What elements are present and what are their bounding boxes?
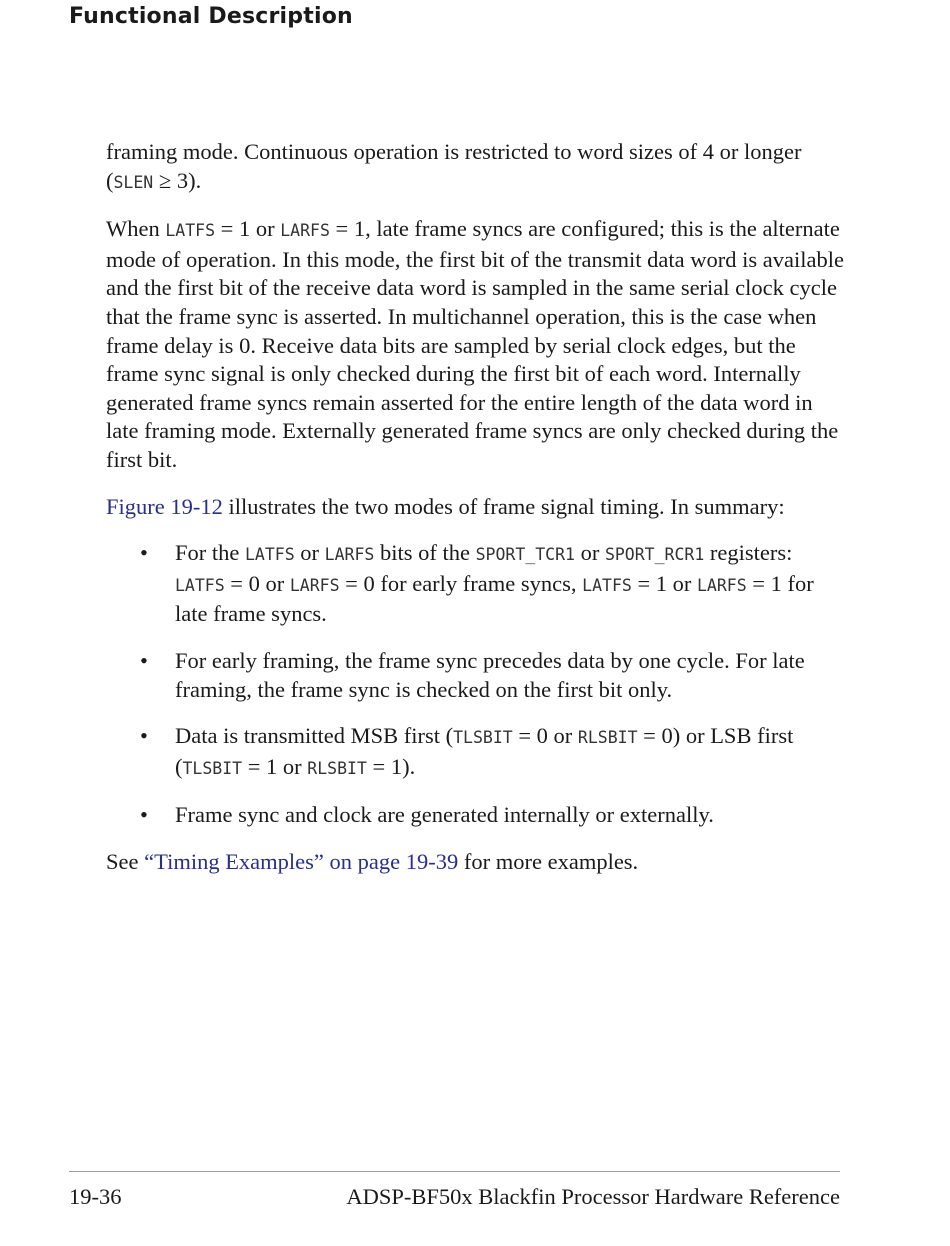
text: = 1 for late frame syncs. xyxy=(175,570,814,627)
paragraph-late-frame-syncs xyxy=(106,215,846,474)
bullet-icon: • xyxy=(140,540,148,566)
figure-19-12-link[interactable]: Figure 19-12 xyxy=(106,493,223,519)
page-number: 19-36 xyxy=(69,1184,122,1209)
register-bit-latfs: LATFS xyxy=(582,575,632,595)
text: registers: xyxy=(704,540,793,566)
text: for more examples. xyxy=(458,848,639,874)
list-item xyxy=(106,722,846,783)
paragraph-see-also xyxy=(106,848,846,877)
text: = 0 or xyxy=(512,723,578,749)
register-sport-tcr1: SPORT_TCR1 xyxy=(475,545,575,565)
list-item xyxy=(106,647,846,704)
text: ≥ 3). xyxy=(153,167,202,193)
text: framing mode. Continuous operation is restricted to word sizes of 4 or longer ( xyxy=(106,139,802,193)
text: or xyxy=(574,540,605,566)
text: or xyxy=(294,540,325,566)
register-sport-rcr1: SPORT_RCR1 xyxy=(604,545,705,565)
register-bit-latfs: LATFS xyxy=(165,221,216,241)
timing-examples-link[interactable]: “Timing Examples” on page 19-39 xyxy=(144,848,459,874)
text: For the xyxy=(175,540,245,566)
text: For early framing, the frame sync precedes data by one cycle. For late framing, the frame sync is checked on the first bit only. xyxy=(175,647,805,702)
text: = 1 or xyxy=(215,216,281,242)
footer-divider xyxy=(69,1171,840,1172)
text: Data is transmitted MSB first ( xyxy=(175,723,454,749)
page-body xyxy=(106,138,846,894)
list-item xyxy=(106,801,846,830)
text: = 1, late frame syncs are configured; this is the alternate mode of operation. In this mode, the first bit of the transmit data word is available and the first bit of the receive data word is sampled in the same serial clock cycle that the frame sync is asserted. In multichannel operation, this is the case when frame delay is 0. Receive data bits are sampled by serial clock edges, but the frame sync signal is only checked during the first bit of each word. Internally generated frame syncs remain asserted for the entire length of the data word in late framing mode. Externally generated frame syncs are only checked during the first bit. xyxy=(106,216,844,472)
register-bit-latfs: LATFS xyxy=(245,545,295,565)
register-bit-tlsbit: TLSBIT xyxy=(182,758,243,778)
text: = 1 or xyxy=(242,753,308,779)
book-title: ADSP-BF50x Blackfin Processor Hardware Reference xyxy=(346,1184,840,1209)
list-item xyxy=(106,539,846,629)
text: Frame sync and clock are generated internally or externally. xyxy=(175,802,714,828)
text: When xyxy=(106,216,166,242)
bullet-icon: • xyxy=(140,647,148,673)
text: illustrates the two modes of frame signal timing. In summary: xyxy=(222,493,785,519)
register-bit-slen: SLEN xyxy=(113,172,154,192)
register-bit-larfs: LARFS xyxy=(697,575,747,595)
register-bit-larfs: LARFS xyxy=(280,221,330,241)
paragraph-continuous-operation xyxy=(106,138,846,197)
text: = 1 or xyxy=(631,570,697,596)
text: = 1). xyxy=(366,753,416,779)
text: bits of the xyxy=(374,540,476,566)
text: See xyxy=(106,848,145,874)
text: = 0 for early frame syncs, xyxy=(339,570,583,596)
register-bit-larfs: LARFS xyxy=(289,575,340,595)
register-bit-tlsbit: TLSBIT xyxy=(453,728,513,748)
register-bit-larfs: LARFS xyxy=(324,545,375,565)
text: = 0) or LSB first ( xyxy=(175,723,794,779)
bullet-icon: • xyxy=(140,802,148,828)
summary-list xyxy=(106,539,846,830)
section-header: Functional Description xyxy=(69,4,353,29)
register-bit-rlsbit: RLSBIT xyxy=(307,758,367,778)
text: = 0 or xyxy=(224,570,290,596)
register-bit-rlsbit: RLSBIT xyxy=(577,728,638,748)
bullet-icon: • xyxy=(140,723,148,749)
paragraph-figure-reference xyxy=(106,493,846,522)
register-bit-latfs: LATFS xyxy=(175,575,225,595)
